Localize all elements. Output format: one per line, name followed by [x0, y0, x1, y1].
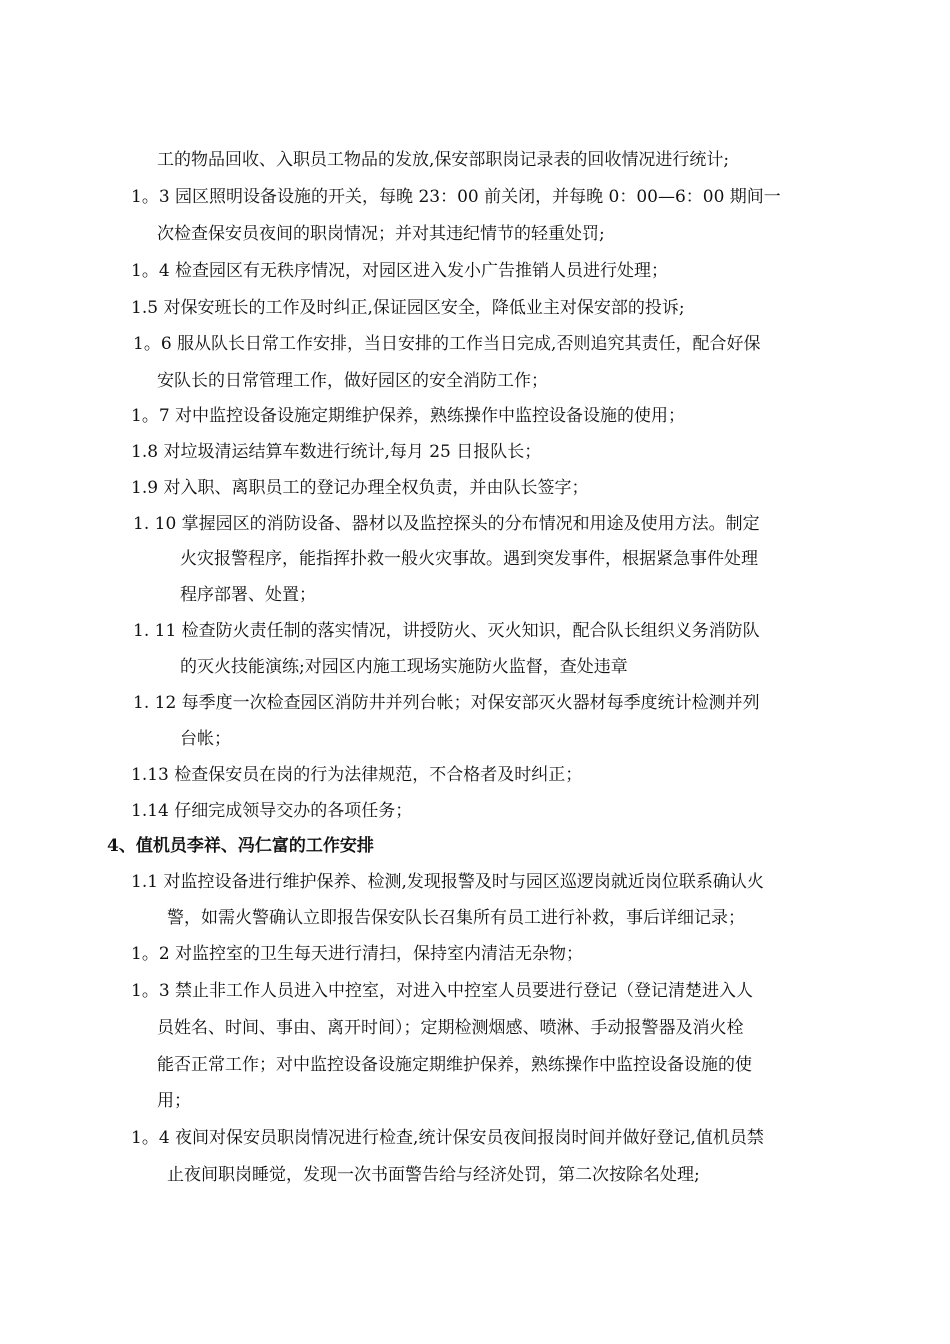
- text-line: 火灾报警程序，能指挥扑救一般火灾事故。遇到突发事件，根据紧急事件处理: [180, 549, 758, 569]
- text-line: 程序部署、处置；: [180, 585, 316, 605]
- text-line: 1。3 园区照明设备设施的开关，每晚 23：00 前关闭，并每晚 0：00—6：00 期间一: [131, 187, 781, 207]
- text-line: 用；: [157, 1091, 191, 1111]
- text-line: 1。2 对监控室的卫生每天进行清扫，保持室内清洁无杂物；: [131, 944, 584, 964]
- text-line: 次检查保安员夜间的职岗情况；并对其违纪情节的轻重处罚;: [157, 224, 605, 244]
- text-line: 1。7 对中监控设备设施定期维护保养，熟练操作中监控设备设施的使用；: [131, 406, 686, 426]
- text-line: 员姓名、时间、事由、离开时间）；定期检测烟感、喷淋、手动报警器及消火栓: [157, 1018, 744, 1038]
- text-line: 止夜间职岗睡觉，发现一次书面警告给与经济处罚，第二次按除名处理;: [167, 1165, 700, 1185]
- text-line: 安队长的日常管理工作，做好园区的安全消防工作；: [157, 371, 548, 391]
- text-line: 1。3 禁止非工作人员进入中控室，对进入中控室人员要进行登记（登记清楚进入人: [131, 981, 754, 1001]
- text-line: 1.9 对入职、离职员工的登记办理全权负责，并由队长签字；: [131, 478, 589, 498]
- text-line: 的灭火技能演练;对园区内施工现场实施防火监督，查处违章: [180, 657, 628, 677]
- text-line: 1.13 检查保安员在岗的行为法律规范，不合格者及时纠正；: [131, 765, 583, 785]
- text-line: 1。6 服从队长日常工作安排，当日安排的工作当日完成,否则追究其责任，配合好保: [133, 334, 761, 354]
- text-line: 工的物品回收、入职员工物品的发放,保安部职岗记录表的回收情况进行统计;: [157, 150, 730, 170]
- text-line: 1. 11 检查防火责任制的落实情况，讲授防火、灭火知识，配合队长组织义务消防队: [133, 621, 760, 641]
- text-line: 1.14 仔细完成领导交办的各项任务；: [131, 801, 413, 821]
- section-heading: 4、值机员李祥、冯仁富的工作安排: [107, 836, 374, 856]
- text-line: 1. 10 掌握园区的消防设备、器材以及监控探头的分布情况和用途及使用方法。制定: [133, 514, 760, 534]
- text-line: 警，如需火警确认立即报告保安队长召集所有员工进行补救，事后详细记录；: [167, 908, 745, 928]
- text-line: 1.8 对垃圾清运结算车数进行统计,每月 25 日报队长；: [131, 442, 542, 462]
- text-line: 台帐；: [180, 729, 231, 749]
- text-line: 1。4 检查园区有无秩序情况，对园区进入发小广告推销人员进行处理；: [131, 261, 669, 281]
- text-line: 1。4 夜间对保安员职岗情况进行检查,统计保安员夜间报岗时间并做好登记,值机员禁: [131, 1128, 764, 1148]
- text-line: 1.1 对监控设备进行维护保养、检测,发现报警及时与园区巡逻岗就近岗位联系确认火: [131, 872, 764, 892]
- text-line: 1. 12 每季度一次检查园区消防井并列台帐；对保安部灭火器材每季度统计检测并列: [133, 693, 760, 713]
- text-line: 1.5 对保安班长的工作及时纠正,保证园区安全，降低业主对保安部的投诉;: [131, 298, 685, 318]
- text-line: 能否正常工作；对中监控设备设施定期维护保养，熟练操作中监控设备设施的使: [157, 1055, 752, 1075]
